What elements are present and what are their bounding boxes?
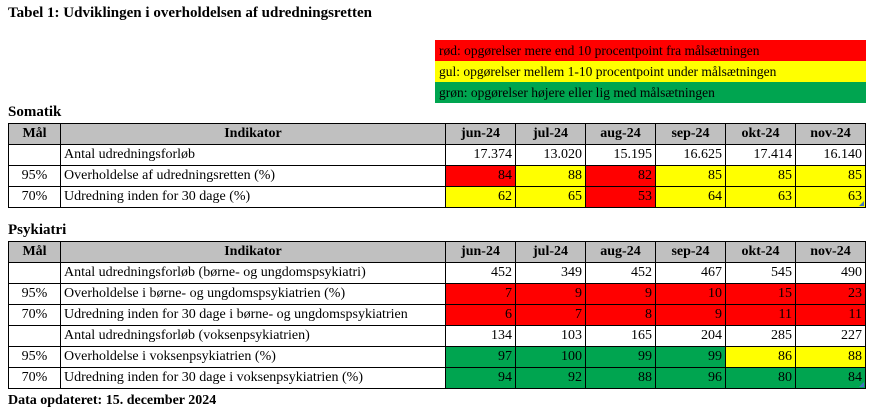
somatik-table <box>8 123 866 208</box>
value-cell-sep-24: 99 <box>656 347 726 368</box>
value-cell-jul-24: 65 <box>516 187 586 208</box>
value-cell-aug-24: 15.195 <box>586 145 656 166</box>
table-row <box>9 145 866 166</box>
value-cell-aug-24: 9 <box>586 284 656 305</box>
indicator-cell: Udredning inden for 30 dage i voksenpsykiatrien (%) <box>61 368 446 389</box>
header-row <box>9 124 866 145</box>
value-cell-okt-24: 80 <box>726 368 796 389</box>
month-header-jun-24: jun-24 <box>446 242 516 263</box>
indicator-header: Indikator <box>61 242 446 263</box>
value-cell-sep-24: 10 <box>656 284 726 305</box>
table-row <box>9 284 866 305</box>
goal-cell <box>9 145 61 166</box>
month-header-nov-24: nov-24 <box>796 124 866 145</box>
indicator-cell: Antal udredningsforløb <box>61 145 446 166</box>
value-cell-sep-24: 467 <box>656 263 726 284</box>
value-cell-jul-24: 349 <box>516 263 586 284</box>
goal-cell <box>9 263 61 284</box>
indicator-cell: Antal udredningsforløb (børne- og ungdomspsykiatri) <box>61 263 446 284</box>
goal-header: Mål <box>9 242 61 263</box>
value-cell-aug-24: 165 <box>586 326 656 347</box>
value-cell-aug-24: 452 <box>586 263 656 284</box>
table-row <box>9 166 866 187</box>
goal-cell: 70% <box>9 187 61 208</box>
indicator-cell: Udredning inden for 30 dage (%) <box>61 187 446 208</box>
month-header-okt-24: okt-24 <box>726 124 796 145</box>
value-cell-okt-24: 11 <box>726 305 796 326</box>
value-cell-jun-24: 452 <box>446 263 516 284</box>
goal-cell: 95% <box>9 284 61 305</box>
value-cell-sep-24: 16.625 <box>656 145 726 166</box>
month-header-jun-24: jun-24 <box>446 124 516 145</box>
month-header-sep-24: sep-24 <box>656 124 726 145</box>
section-somatik <box>8 104 866 208</box>
section-psykiatri <box>8 222 866 389</box>
value-cell-okt-24: 545 <box>726 263 796 284</box>
value-cell-okt-24: 17.414 <box>726 145 796 166</box>
value-cell-aug-24: 53 <box>586 187 656 208</box>
value-cell-nov-24: 85 <box>796 166 866 187</box>
table-row <box>9 347 866 368</box>
month-header-aug-24: aug-24 <box>586 242 656 263</box>
value-cell-jun-24: 134 <box>446 326 516 347</box>
table-caption: Tabel 1: Udviklingen i overholdelsen af udredningsretten <box>8 5 372 21</box>
header-row <box>9 242 866 263</box>
value-cell-jul-24: 100 <box>516 347 586 368</box>
value-cell-jul-24: 7 <box>516 305 586 326</box>
month-header-jul-24: jul-24 <box>516 242 586 263</box>
value-cell-jun-24: 62 <box>446 187 516 208</box>
value-cell-jun-24: 84 <box>446 166 516 187</box>
goal-cell: 95% <box>9 166 61 187</box>
value-cell-nov-24: 88 <box>796 347 866 368</box>
value-cell-aug-24: 8 <box>586 305 656 326</box>
legend-item-green: grøn: opgørelser højere eller lig med målsætningen <box>435 82 866 103</box>
psykiatri-table <box>8 241 866 389</box>
value-cell-sep-24: 204 <box>656 326 726 347</box>
indicator-cell: Overholdelse i børne- og ungdomspsykiatrien (%) <box>61 284 446 305</box>
legend-item-yellow: gul: opgørelser mellem 1-10 procentpoint under målsætningen <box>435 61 866 82</box>
legend-item-red: rød: opgørelser mere end 10 procentpoint fra målsætningen <box>435 40 866 61</box>
value-cell-okt-24: 86 <box>726 347 796 368</box>
value-cell-nov-24: 23 <box>796 284 866 305</box>
goal-cell: 95% <box>9 347 61 368</box>
table-row <box>9 305 866 326</box>
section-title-psykiatri: Psykiatri <box>8 222 67 238</box>
value-cell-aug-24: 99 <box>586 347 656 368</box>
goal-header: Mål <box>9 124 61 145</box>
month-header-jul-24: jul-24 <box>516 124 586 145</box>
month-header-sep-24: sep-24 <box>656 242 726 263</box>
indicator-cell: Antal udredningsforløb (voksenpsykiatrien) <box>61 326 446 347</box>
goal-cell: 70% <box>9 368 61 389</box>
value-cell-nov-24: 490 <box>796 263 866 284</box>
table-row <box>9 368 866 389</box>
value-cell-jul-24: 13.020 <box>516 145 586 166</box>
value-cell-nov-24: 227 <box>796 326 866 347</box>
value-cell-jun-24: 17.374 <box>446 145 516 166</box>
month-header-nov-24: nov-24 <box>796 242 866 263</box>
goal-cell: 70% <box>9 305 61 326</box>
goal-cell <box>9 326 61 347</box>
value-cell-sep-24: 96 <box>656 368 726 389</box>
table-row <box>9 187 866 208</box>
value-cell-nov-24: 11 <box>796 305 866 326</box>
indicator-cell: Overholdelse af udredningsretten (%) <box>61 166 446 187</box>
value-cell-jun-24: 94 <box>446 368 516 389</box>
value-cell-aug-24: 82 <box>586 166 656 187</box>
indicator-cell: Udredning inden for 30 dage i børne- og ungdomspsykiatrien <box>61 305 446 326</box>
report-body <box>8 104 866 409</box>
value-cell-okt-24: 85 <box>726 166 796 187</box>
value-cell-nov-24: 16.140 <box>796 145 866 166</box>
data-updated-note: Data opdateret: 15. december 2024 <box>8 393 217 408</box>
value-cell-jul-24: 88 <box>516 166 586 187</box>
value-cell-jul-24: 103 <box>516 326 586 347</box>
table-row <box>9 263 866 284</box>
month-header-okt-24: okt-24 <box>726 242 796 263</box>
value-cell-aug-24: 88 <box>586 368 656 389</box>
value-cell-jun-24: 97 <box>446 347 516 368</box>
legend <box>435 40 866 103</box>
value-cell-sep-24: 85 <box>656 166 726 187</box>
value-cell-jun-24: 6 <box>446 305 516 326</box>
value-cell-sep-24: 9 <box>656 305 726 326</box>
value-cell-jul-24: 9 <box>516 284 586 305</box>
value-cell-jul-24: 92 <box>516 368 586 389</box>
value-cell-nov-24: 63 <box>796 187 866 208</box>
indicator-header: Indikator <box>61 124 446 145</box>
table-row <box>9 326 866 347</box>
value-cell-okt-24: 63 <box>726 187 796 208</box>
indicator-cell: Overholdelse i voksenpsykiatrien (%) <box>61 347 446 368</box>
value-cell-jun-24: 7 <box>446 284 516 305</box>
month-header-aug-24: aug-24 <box>586 124 656 145</box>
value-cell-nov-24: 84 <box>796 368 866 389</box>
value-cell-okt-24: 15 <box>726 284 796 305</box>
value-cell-okt-24: 285 <box>726 326 796 347</box>
section-title-somatik: Somatik <box>8 104 62 120</box>
value-cell-sep-24: 64 <box>656 187 726 208</box>
